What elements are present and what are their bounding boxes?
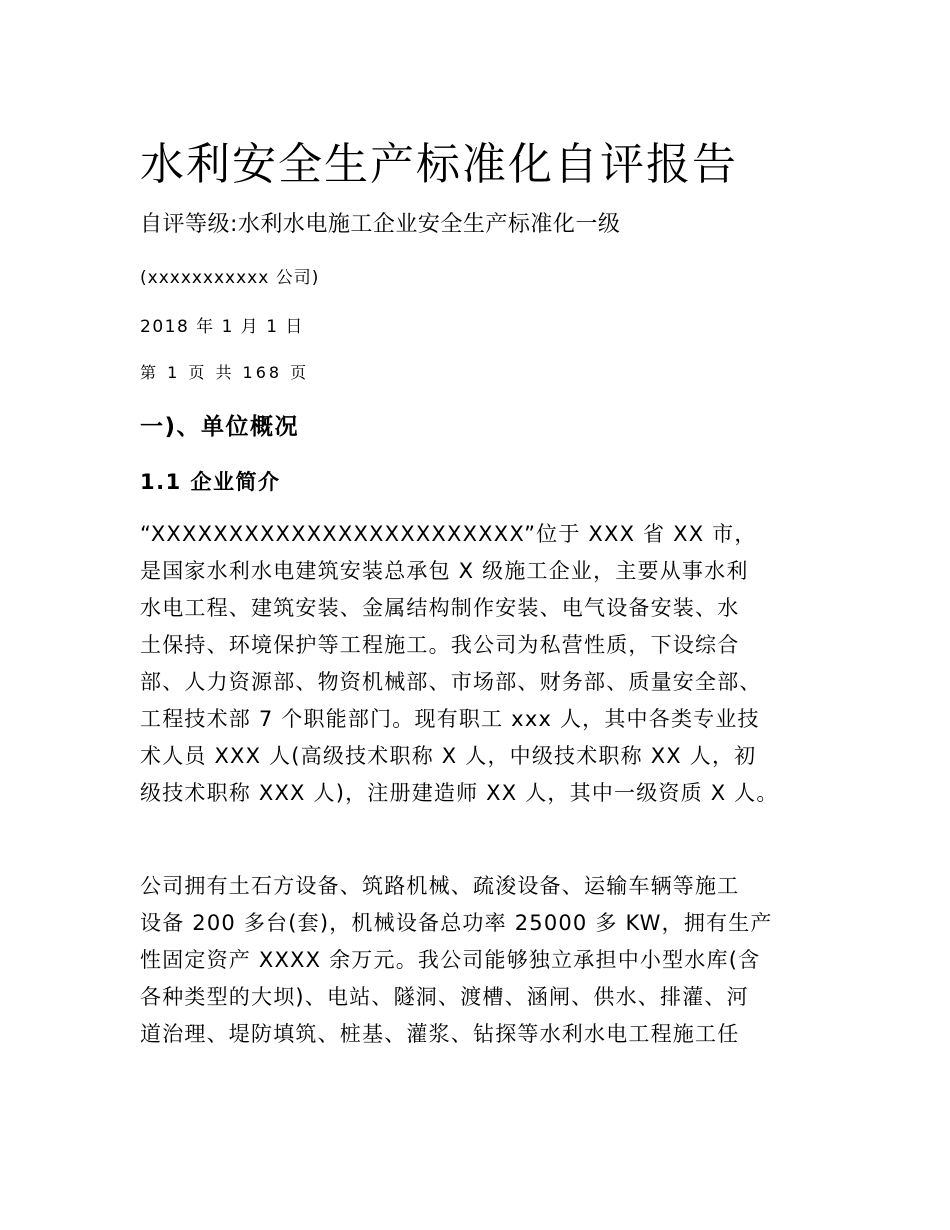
paragraph-line: 是国家水利水电建筑安装总承包 X 级施工企业，主要从事水利 <box>140 559 749 583</box>
paragraph-line: 公司拥有土石方设备、筑路机械、疏浚设备、运输车辆等施工 <box>140 874 740 898</box>
paragraph-line: “XXXXXXXXXXXXXXXXXXXXXXXX”位于 XXX 省 XX 市， <box>140 522 757 546</box>
paragraph-line: 工程技术部 7 个职能部门。现有职工 xxx 人，其中各类专业技 <box>140 707 760 731</box>
company-intro-paragraph <box>140 516 820 812</box>
paragraph-line: 道治理、堤防填筑、桩基、灌浆、钻探等水利水电工程施工任 <box>140 1022 740 1046</box>
rating-level: 自评等级:水利水电施工企业安全生产标准化一级 <box>140 212 621 237</box>
subsection-heading: 1.1 企业简介 <box>140 470 281 494</box>
paragraph-line: 水电工程、建筑安装、金属结构制作安装、电气设备安装、水 <box>140 596 740 620</box>
page-number: 第 1 页 共 168 页 <box>140 363 310 382</box>
section-heading: 一)、单位概况 <box>140 414 300 440</box>
paragraph-line: 级技术职称 XXX 人)，注册建造师 XX 人，其中一级资质 X 人。 <box>140 781 779 805</box>
paragraph-line: 各种类型的大坝)、电站、隧洞、渡槽、涵闸、供水、排灌、河 <box>140 985 749 1009</box>
company-equipment-paragraph <box>140 868 820 1053</box>
paragraph-line: 土保持、环境保护等工程施工。我公司为私营性质，下设综合 <box>140 633 740 657</box>
company-name: (xxxxxxxxxxx 公司) <box>140 268 320 288</box>
report-date: 2018 年 1 月 1 日 <box>140 317 304 337</box>
report-title: 水利安全生产标准化自评报告 <box>140 139 738 190</box>
paragraph-line: 术人员 XXX 人(高级技术职称 X 人，中级技术职称 XX 人，初 <box>140 744 757 768</box>
paragraph-line: 设备 200 多台(套)，机械设备总功率 25000 多 KW，拥有生产 <box>140 911 773 935</box>
paragraph-line: 性固定资产 XXXX 余万元。我公司能够独立承担中小型水库(含 <box>140 948 761 972</box>
paragraph-line: 部、人力资源部、物资机械部、市场部、财务部、质量安全部、 <box>140 670 762 694</box>
